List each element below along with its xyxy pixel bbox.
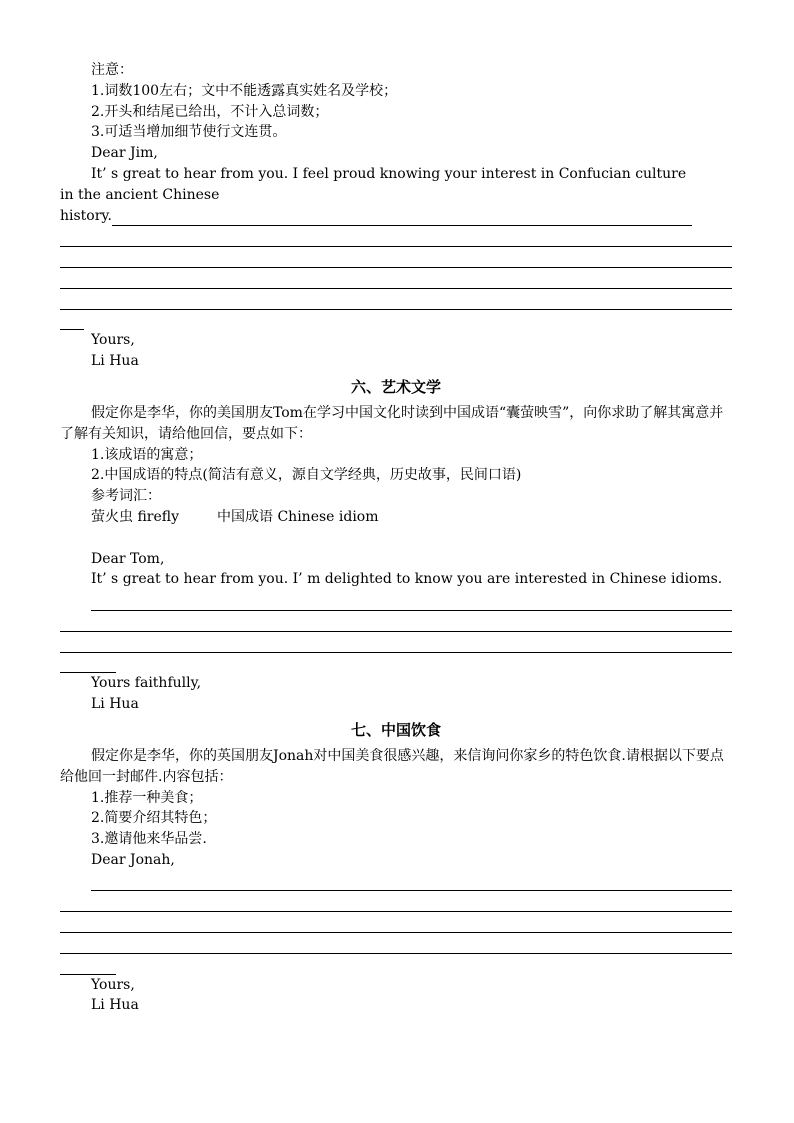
note-title: 注意： xyxy=(91,62,133,78)
answer-line[interactable] xyxy=(60,933,732,954)
section-prompt: 假定你是李华，你的英国朋友Jonah对中国美食很感兴趣，来信询问你家乡的特色饮食.请根据以下要点给他回一封邮件.内容包括： xyxy=(60,747,724,785)
answer-line[interactable] xyxy=(60,611,732,632)
answer-line[interactable] xyxy=(91,871,732,892)
answer-line[interactable] xyxy=(60,310,84,331)
note-item-1: 1.词数100左右；文中不能透露真实姓名及学校； xyxy=(91,82,398,99)
note-item-2: 2.开头和结尾已给出，不计入总词数； xyxy=(91,103,329,120)
section-prompt: 假定你是李华，你的美国朋友Tom在学习中国文化时读到中国成语“囊萤映雪”，向你求助了解其寓意并了解有关知识，请给他回信，要点如下： xyxy=(60,404,724,442)
vocab-label: 参考词汇： xyxy=(91,488,161,505)
letter-opening-line: It’ s great to hear from you. I feel proud knowing your interest in Confucian culture xyxy=(91,165,687,182)
point-item-1: 1.推荐一种美食； xyxy=(91,789,203,806)
letter-greeting: Dear Jonah, xyxy=(91,851,175,868)
answer-line[interactable] xyxy=(60,891,732,912)
vocab-item-1: 萤火虫 firefly xyxy=(91,508,180,525)
letter-signature: Li Hua xyxy=(91,997,139,1014)
note-item-3: 3.可适当增加细节使行文连贯。 xyxy=(91,124,287,141)
answer-line[interactable] xyxy=(60,268,732,289)
point-item-1: 1.该成语的寓意； xyxy=(91,446,203,463)
answer-line[interactable] xyxy=(60,954,116,975)
letter-closing: Yours, xyxy=(91,332,135,349)
letter-opening-history: history. xyxy=(60,207,112,224)
document-page xyxy=(60,60,732,1016)
answer-line[interactable] xyxy=(60,226,732,247)
letter-opening: It’ s great to hear from you. I’ m delighted to know you are interested in Chinese idioms. xyxy=(91,571,723,588)
answer-line[interactable] xyxy=(60,653,116,674)
section-heading: 六、艺术文学 xyxy=(350,377,441,396)
vocab-item-2: 中国成语 Chinese idiom xyxy=(217,508,379,525)
letter-greeting: Dear Jim, xyxy=(91,145,158,162)
point-item-2: 2.中国成语的特点(简洁有意义，源自文学经典，历史故事，民间口语) xyxy=(91,467,522,484)
letter-closing: Yours, xyxy=(91,976,135,993)
vocab-list xyxy=(60,507,732,528)
letter-closing: Yours faithfully, xyxy=(91,675,202,692)
answer-line[interactable] xyxy=(91,590,732,611)
letter-signature: Li Hua xyxy=(91,353,139,370)
letter-opening-end xyxy=(60,206,732,227)
answer-line[interactable] xyxy=(60,632,732,653)
letter-greeting: Dear Tom, xyxy=(91,550,165,567)
point-item-2: 2.简要介绍其特色； xyxy=(91,810,217,827)
answer-line[interactable] xyxy=(60,247,732,268)
answer-line[interactable] xyxy=(112,209,692,226)
answer-line[interactable] xyxy=(60,912,732,933)
section-heading: 七、中国饮食 xyxy=(350,720,441,739)
letter-signature: Li Hua xyxy=(91,696,139,713)
point-item-3: 3.邀请他来华品尝. xyxy=(91,831,207,848)
letter-opening-cont: in the ancient Chinese xyxy=(60,186,220,203)
answer-line[interactable] xyxy=(60,289,732,310)
